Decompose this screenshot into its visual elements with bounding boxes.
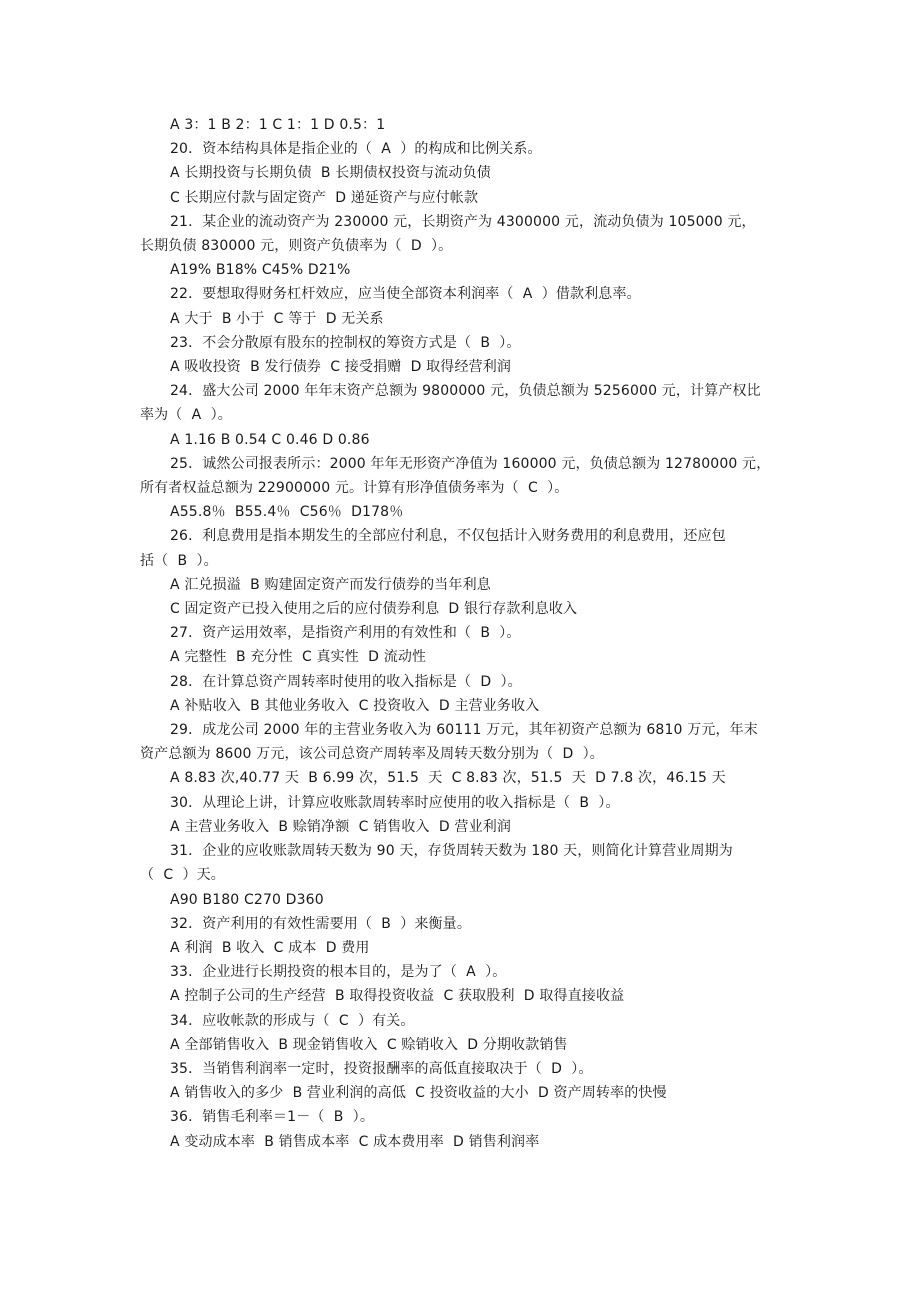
question-35: 35．当销售利润率一定时，投资报酬率的高低直接取决于（ D ）。 [170, 1060, 593, 1077]
answer-options-33: A 控制子公司的生产经营 B 取得投资收益 C 获取股利 D 取得直接收益 [170, 988, 625, 1005]
answer-options-25: A55.8％ B55.4％ C56％ D178％ [170, 504, 404, 521]
question-34: 34．应收帐款的形成与（ C ）有关。 [170, 1012, 415, 1029]
question-25-continued: 所有者权益总额为 22900000 元。计算有形净值债务率为（ C ）。 [140, 480, 569, 497]
answer-options-24: A 1.16 B 0.54 C 0.46 D 0.86 [170, 431, 370, 448]
answer-options-20-ab: A 长期投资与长期负债 B 长期债权投资与流动负债 [170, 165, 491, 182]
answer-options-30: A 主营业务收入 B 赊销净额 C 销售收入 D 营业利润 [170, 818, 512, 835]
question-26: 26．利息费用是指本期发生的全部应付利息，不仅包括计入财务费用的利息费用，还应包 [170, 528, 726, 545]
answer-options-21: A19% B18% C45% D21% [170, 262, 351, 279]
answer-options-27: A 完整性 B 充分性 C 真实性 D 流动性 [170, 649, 427, 666]
question-28: 28．在计算总资产周转率时使用的收入指标是（ D ）。 [170, 673, 522, 690]
question-22: 22．要想取得财务杠杆效应，应当使全部资本利润率（ A ）借款利息率。 [170, 286, 641, 303]
question-31: 31．企业的应收账款周转天数为 90 天，存货周转天数为 180 天，则简化计算营业周期为 [170, 843, 733, 860]
question-21: 21．某企业的流动资产为 230000 元，长期资产为 4300000 元，流动负债为 105000 元， [170, 213, 756, 230]
question-32: 32．资产利用的有效性需要用（ B ）来衡量。 [170, 915, 471, 932]
answer-options-29: A 8.83 次,40.77 天 B 6.99 次，51.5 天 C 8.83 次，51.5 天 D 7.8 次，46.15 天 [170, 770, 726, 787]
question-36: 36．销售毛利率＝1－（ B ）。 [170, 1109, 374, 1126]
question-30: 30．从理论上讲，计算应收账款周转率时应使用的收入指标是（ B ）。 [170, 794, 620, 811]
question-24: 24．盛大公司 2000 年年末资产总额为 9800000 元，负债总额为 5256000 元，计算产权比 [170, 383, 761, 400]
question-29: 29．成龙公司 2000 年的主营业务收入为 60111 万元，其年初资产总额为 6810 万元，年末 [170, 722, 758, 739]
question-23: 23．不会分散原有股东的控制权的筹资方式是（ B ）。 [170, 334, 521, 351]
question-24-continued: 率为（ A ）。 [140, 407, 232, 424]
question-20: 20．资本结构具体是指企业的（ A ）的构成和比例关系。 [170, 141, 542, 158]
answer-options-35: A 销售收入的多少 B 营业利润的高低 C 投资收益的大小 D 资产周转率的快慢 [170, 1085, 667, 1102]
answer-options-23: A 吸收投资 B 发行债券 C 接受捐赠 D 取得经营利润 [170, 359, 512, 376]
answer-options-34: A 全部销售收入 B 现金销售收入 C 赊销收入 D 分期收款销售 [170, 1036, 568, 1053]
answer-options-32: A 利润 B 收入 C 成本 D 费用 [170, 939, 370, 956]
answer-options-22: A 大于 B 小于 C 等于 D 无关系 [170, 310, 384, 327]
question-29-continued: 资产总额为 8600 万元，该公司总资产周转率及周转天数分别为（ D ）。 [140, 746, 604, 763]
answer-options-26-ab: A 汇兑损溢 B 购建固定资产而发行债券的当年利息 [170, 576, 491, 593]
answer-options-26-cd: C 固定资产已投入使用之后的应付债券利息 D 银行存款利息收入 [170, 601, 578, 618]
answer-options-20-cd: C 长期应付款与固定资产 D 递延资产与应付帐款 [170, 189, 479, 206]
question-26-continued: 括（ B ）。 [140, 552, 218, 569]
answer-options-28: A 补贴收入 B 其他业务收入 C 投资收入 D 主营业务收入 [170, 697, 540, 714]
answer-options-36: A 变动成本率 B 销售成本率 C 成本费用率 D 销售利润率 [170, 1133, 540, 1150]
answer-options-19: A 3：1 B 2：1 C 1：1 D 0.5：1 [170, 117, 386, 133]
question-31-continued: （ C ）天。 [140, 867, 225, 884]
question-21-continued: 长期负债 830000 元，则资产负债率为（ D ）。 [140, 238, 453, 255]
question-27: 27．资产运用效率，是指资产利用的有效性和（ B ）。 [170, 625, 521, 642]
question-33: 33．企业进行长期投资的根本目的，是为了（ A ）。 [170, 964, 507, 981]
answer-options-31: A90 B180 C270 D360 [170, 891, 324, 908]
question-25: 25．诚然公司报表所示：2000 年年无形资产净值为 160000 元，负债总额为 12780000 元， [170, 455, 771, 472]
document-body [140, 113, 785, 1154]
